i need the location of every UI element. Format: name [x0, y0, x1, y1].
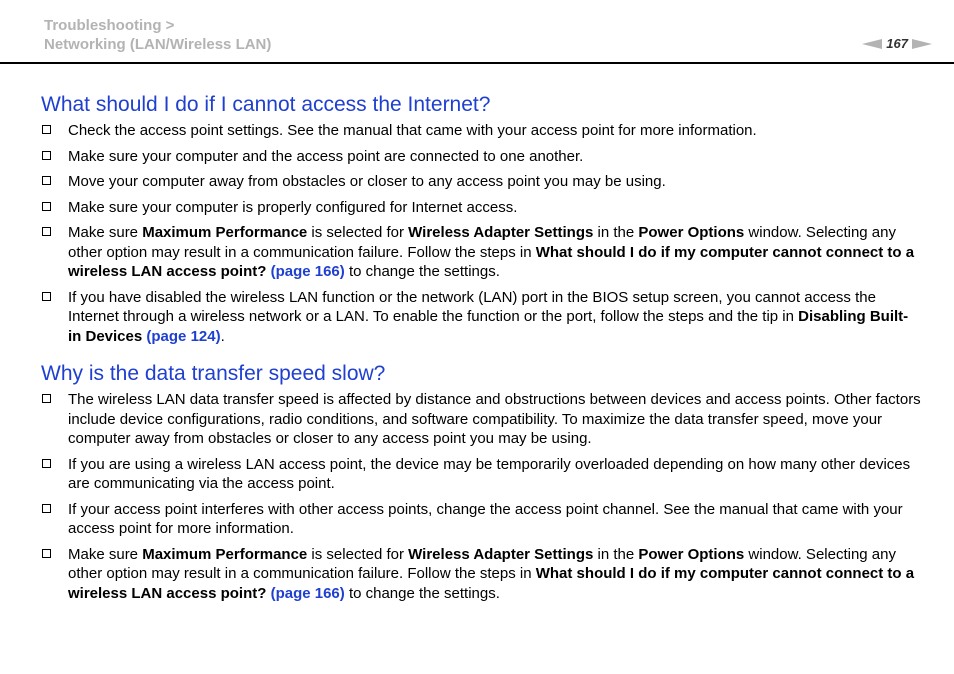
- list-item: If you have disabled the wireless LAN function or the network (LAN) port in the BIOS setup screen, you cannot access the Internet through a wireless network or a LAN. To enable the function or the port, follow the steps and the tip in Disabling Built-in Devices (page 124).: [41, 288, 921, 347]
- breadcrumb-subsection[interactable]: Networking (LAN/Wireless LAN): [44, 36, 272, 53]
- page-number: 167: [886, 36, 908, 51]
- list-item: The wireless LAN data transfer speed is affected by distance and obstructions between devices and access points. Other factors include device configurations, radio conditions, and software compatibility. To maximize the data transfer speed, move your computer away from obstacles or closer to any access point you may be using.: [41, 390, 921, 449]
- header-divider: [0, 62, 954, 64]
- checkbox-bullet-icon: [42, 125, 51, 134]
- list-item: Move your computer away from obstacles or closer to any access point you may be using.: [41, 172, 921, 192]
- list-item: Check the access point settings. See the manual that came with your access point for more information.: [41, 121, 921, 141]
- section-title-transfer-speed: Why is the data transfer speed slow?: [41, 362, 386, 385]
- page-124-link[interactable]: (page 124): [146, 327, 221, 345]
- checkbox-bullet-icon: [42, 176, 51, 185]
- list-item: Make sure your computer and the access point are connected to one another.: [41, 147, 921, 167]
- section-title-internet-access: What should I do if I cannot access the Internet?: [41, 93, 491, 116]
- list-item: If your access point interferes with other access points, change the access point channel. See the manual that came with your access point for more information.: [41, 500, 921, 539]
- checkbox-bullet-icon: [42, 202, 51, 211]
- next-page-arrow-icon[interactable]: [912, 39, 932, 49]
- page-166-link[interactable]: (page 166): [270, 584, 345, 602]
- page-content: [41, 92, 921, 609]
- checkbox-bullet-icon: [42, 292, 51, 301]
- page-navigator: [862, 37, 932, 51]
- page-166-link[interactable]: (page 166): [270, 263, 345, 280]
- checkbox-bullet-icon: [42, 394, 51, 403]
- list-item: Make sure Maximum Performance is selected for Wireless Adapter Settings in the Power Options window. Selecting any other option may result in a communication failure. Follow the steps in What should I do if my computer cannot connect to a wireless LAN access point? (page 166) to change the settings.: [41, 223, 921, 282]
- previous-page-arrow-icon[interactable]: [862, 39, 882, 49]
- checkbox-bullet-icon: [42, 504, 51, 513]
- breadcrumb-section[interactable]: Troubleshooting >: [44, 17, 175, 34]
- list-item: Make sure your computer is properly configured for Internet access.: [41, 198, 921, 218]
- checkbox-bullet-icon: [42, 227, 51, 236]
- checkbox-bullet-icon: [42, 151, 51, 160]
- transfer-speed-checklist: [41, 390, 921, 603]
- page-header: [0, 0, 954, 64]
- checkbox-bullet-icon: [42, 549, 51, 558]
- list-item: If you are using a wireless LAN access point, the device may be temporarily overloaded depending on how many other devices are communicating via the access point.: [41, 455, 921, 494]
- internet-access-checklist: [41, 121, 921, 346]
- checkbox-bullet-icon: [42, 459, 51, 468]
- list-item: Make sure Maximum Performance is selected for Wireless Adapter Settings in the Power Options window. Selecting any other option may result in a communication failure. Follow the steps in What should I do if my computer cannot connect to a wireless LAN access point? (page 166) to change the settings.: [41, 545, 921, 604]
